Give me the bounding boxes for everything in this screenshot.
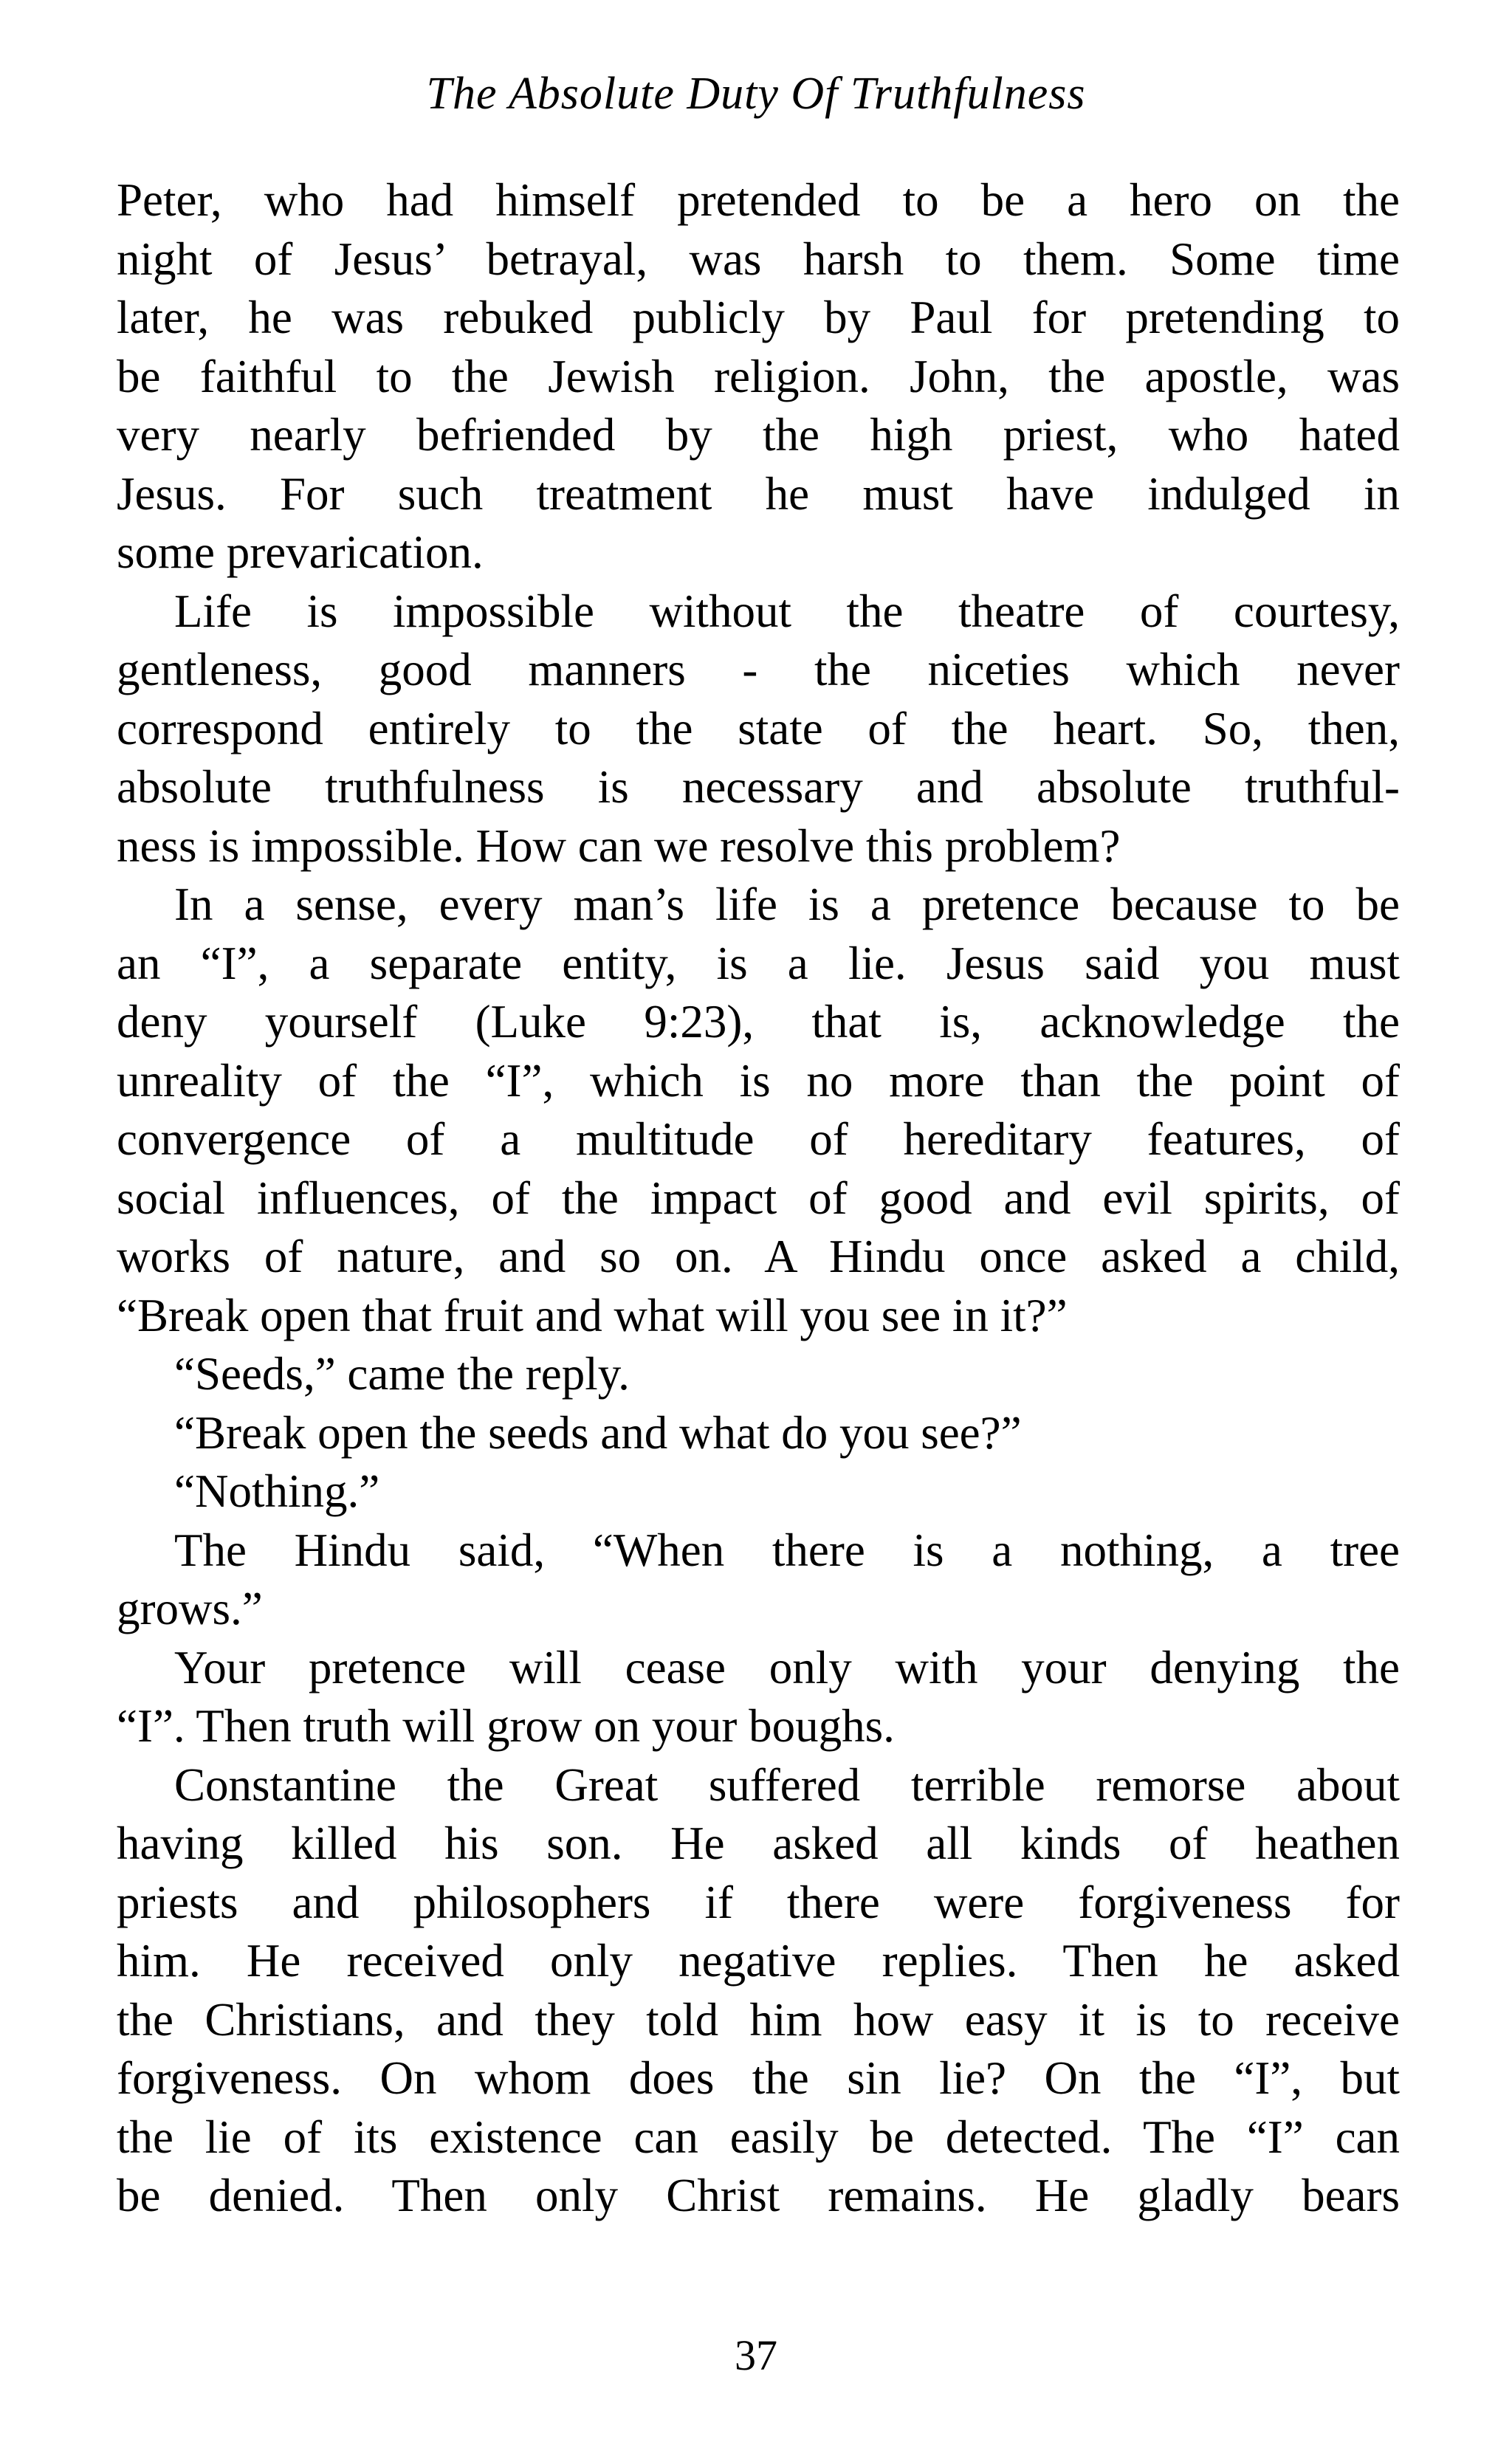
text-line: later, he was rebuked publicly by Paul for pretending to — [117, 292, 1400, 343]
text-line: Jesus. For such treatment he must have indulged in — [117, 467, 1400, 520]
text-line: be denied. Then only Christ remains. He gladly bears — [117, 2170, 1400, 2221]
text-line: be faithful to the Jewish religion. John, the apostle, was — [117, 350, 1400, 402]
text-line: him. He received only negative replies. Then he asked — [117, 1935, 1400, 1987]
text-line: the lie of its existence can easily be detected. The “I” can — [117, 2111, 1400, 2163]
text-line: The Hindu said, “When there is a nothing, a tree — [174, 1524, 1400, 1576]
text-line: deny yourself (Luke 9:23), that is, acknowledge the — [117, 996, 1400, 1048]
running-head: The Absolute Duty Of Truthfulness — [426, 69, 1086, 119]
text-line: social influences, of the impact of good and evil spirits, of — [117, 1172, 1400, 1224]
text-line: convergence of a multitude of hereditary features, of — [117, 1113, 1400, 1165]
text-line: having killed his son. He asked all kinds of heathen — [117, 1818, 1400, 1869]
text-line: unreality of the “I”, which is no more than the point of — [117, 1054, 1400, 1107]
text-line: “Seeds,” came the reply. — [174, 1348, 630, 1400]
body-text — [117, 171, 1400, 2226]
text-line: priests and philosophers if there were forgiveness for — [117, 1876, 1400, 1928]
text-line: Peter, who had himself pretended to be a hero on the — [117, 174, 1400, 226]
text-line: night of Jesus’ betrayal, was harsh to them. Some time — [117, 233, 1400, 285]
text-line: the Christians, and they told him how easy it is to receive — [117, 1993, 1400, 2046]
text-line: some prevarication. — [117, 526, 484, 578]
text-line: “Break open that fruit and what will you see in it?” — [117, 1289, 1068, 1341]
text-line: “Break open the seeds and what do you see?” — [174, 1406, 1022, 1459]
text-line: In a sense, every man’s life is a pretence because to be — [174, 878, 1400, 930]
text-line: Constantine the Great suffered terrible remorse about — [174, 1758, 1400, 1811]
text-line: works of nature, and so on. A Hindu once asked a child, — [117, 1231, 1400, 1282]
text-line: forgiveness. On whom does the sin lie? On the “I”, but — [117, 2052, 1400, 2104]
text-line: grows.” — [117, 1583, 263, 1634]
text-line: absolute truthfulness is necessary and absolute truthful- — [117, 761, 1400, 813]
text-line: ness is impossible. How can we resolve this problem? — [117, 819, 1121, 872]
text-line: very nearly befriended by the high priest, who hated — [117, 409, 1400, 461]
text-line: gentleness, good manners - the niceties which never — [117, 644, 1400, 695]
text-line: an “I”, a separate entity, is a lie. Jesus said you must — [117, 937, 1400, 989]
text-line: “I”. Then truth will grow on your boughs. — [117, 1700, 895, 1752]
text-line: Your pretence will cease only with your denying the — [174, 1641, 1400, 1693]
page-number: 37 — [735, 2331, 777, 2379]
text-line: Life is impossible without the theatre of courtesy, — [174, 585, 1400, 637]
text-line: “Nothing.” — [174, 1465, 380, 1517]
text-line: correspond entirely to the state of the heart. So, then, — [117, 702, 1400, 754]
